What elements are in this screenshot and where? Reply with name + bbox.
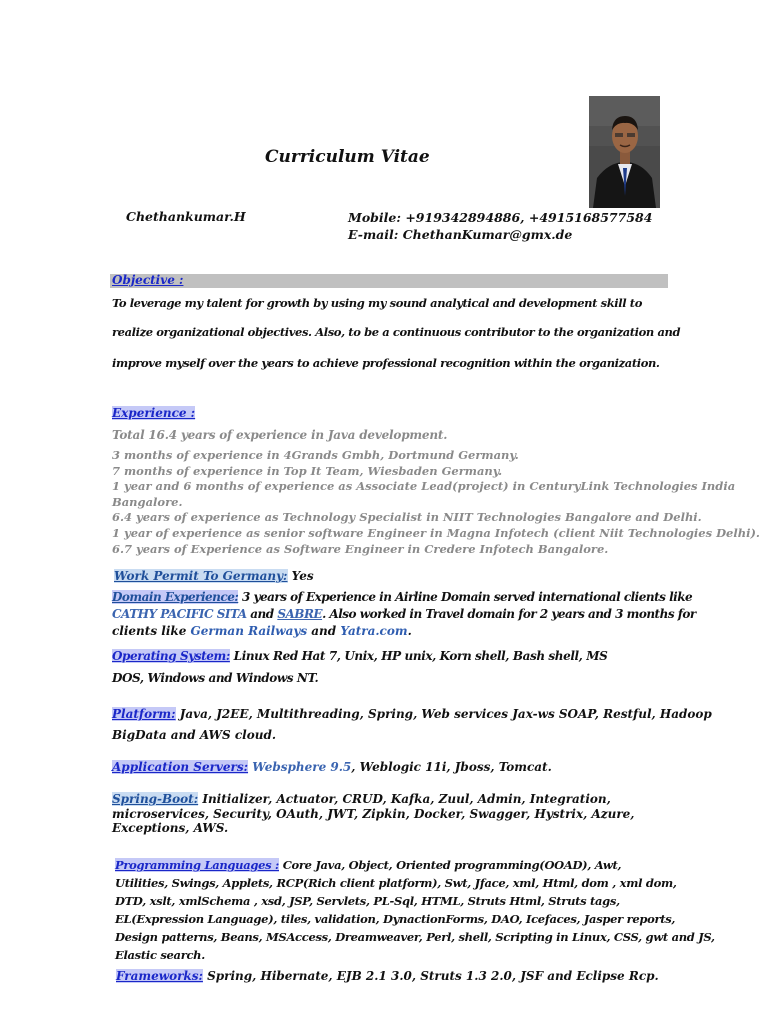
platform-line-2: BigData and AWS cloud. [112,728,277,742]
languages-line: DTD, xslt, xmlSchema , xsd, JSP, Servlets, PL-Sql, HTML, Struts Html, Struts tags, [115,894,620,908]
experience-heading: Experience : [112,406,196,420]
application-servers [112,759,552,776]
languages-label: Programming Languages : [115,858,279,872]
os-line-2: DOS, Windows and Windows NT. [112,671,319,685]
objective-heading: Objective : [112,273,184,287]
platform-label: Platform: [112,707,176,721]
profile-photo [589,96,660,208]
experience-item: Bangalore. [112,494,183,509]
domain-text: 3 years of Experience in Airline Domain served international clients like [238,590,693,604]
experience-item: 3 months of experience in 4Grands Gmbh, Dortmund Germany. [112,448,519,462]
domain-and: and [246,607,278,621]
experience-list [112,448,760,557]
app-servers-label: Application Servers: [112,760,249,774]
domain-label: Domain Experience: [112,590,239,604]
experience-item: 7 months of experience in Top It Team, Wiesbaden Germany. [112,463,503,478]
domain-and-2: and [307,624,341,638]
domain-end: . [407,624,412,638]
client-sabre: SABRE [277,607,323,621]
mobile-numbers: Mobile: +919342894886, +4915168577584 [348,210,653,225]
languages-line: Utilities, Swings, Applets, RCP(Rich client platform), Swt, Jface, xml, Html, dom , xml dom, [115,876,677,890]
objective-heading-bar [110,274,668,288]
document-title: Curriculum Vitae [265,147,430,167]
objective-line-1: To leverage my talent for growth by using my sound analytical and development skill to [112,296,642,310]
app-servers-rest: , Weblogic 11i, Jboss, Tomcat. [351,760,552,774]
languages-line-1: Core Java, Object, Oriented programming(OOAD), Awt, [278,858,622,872]
person-photo-icon [589,96,660,208]
work-permit-label: Work Permit To Germany: [114,569,288,583]
spring-boot [112,792,634,836]
experience-item: 1 year and 6 months of experience as Associate Lead(project) in CenturyLink Technologies India [112,479,736,494]
client-german-railways: German Railways [190,624,308,638]
languages-line: EL(Expression Language), tiles, validation, DynactionForms, DAO, Icefaces, Jasper reports, [115,912,676,926]
platform [112,704,712,746]
programming-languages [115,856,715,964]
experience-item: 6.7 years of Experience as Software Engineer in Credere Infotech Bangalore. [112,541,609,556]
domain-text-2: . Also worked in Travel domain for 2 years and 3 months for [322,607,696,621]
domain-text-3: clients like [112,624,191,638]
experience-item: 1 year of experience as senior software Engineer in Magna Infotech (client Niit Technologies Delhi). [112,525,760,540]
email-address: E-mail: ChethanKumar@gmx.de [348,227,573,242]
os-line-1: Linux Red Hat 7, Unix, HP unix, Korn shell, Bash shell, MS [229,649,608,663]
client-yatra: Yatra.com [340,624,408,638]
contact-block [348,209,652,243]
spring-boot-line-3: Exceptions, AWS. [112,821,229,835]
candidate-name: Chethankumar.H [126,209,246,224]
work-permit-value: Yes [287,569,314,583]
spring-boot-line-2: microservices, Security, OAuth, JWT, Zipkin, Docker, Swagger, Hystrix, Azure, [112,806,635,821]
os-label: Operating System: [112,649,230,663]
platform-line-1: Java, J2EE, Multithreading, Spring, Web services Jax-ws SOAP, Restful, Hadoop [175,707,712,721]
frameworks-label: Frameworks: [116,969,203,983]
languages-line: Design patterns, Beans, MSAccess, Dreamweaver, Perl, shell, Scripting in Linux, CSS, gwt and JS, [115,930,715,944]
work-permit-line [114,568,314,585]
client-cathy-pacific-sita: CATHY PACIFIC SITA [112,607,247,621]
spring-boot-label: Spring-Boot: [112,792,199,806]
frameworks [116,968,659,985]
operating-system [112,645,607,689]
frameworks-value: Spring, Hibernate, EJB 2.1 3.0, Struts 1.3 2.0, JSF and Eclipse Rcp. [202,969,659,983]
domain-experience [112,589,696,640]
objective-line-2: realize organizational objectives. Also, to be a continuous contributor to the organization and [112,325,681,339]
experience-total: Total 16.4 years of experience in Java development. [112,428,448,442]
objective-line-3: improve myself over the years to achieve professional recognition within the organization. [112,356,660,370]
websphere-highlight: Websphere 9.5 [248,760,352,774]
languages-line: Elastic search. [115,948,205,962]
experience-item: 6.4 years of experience as Technology Specialist in NIIT Technologies Bangalore and Delhi. [112,510,702,525]
spring-boot-line-1: Initializer, Actuator, CRUD, Kafka, Zuul, Admin, Integration, [198,792,611,806]
